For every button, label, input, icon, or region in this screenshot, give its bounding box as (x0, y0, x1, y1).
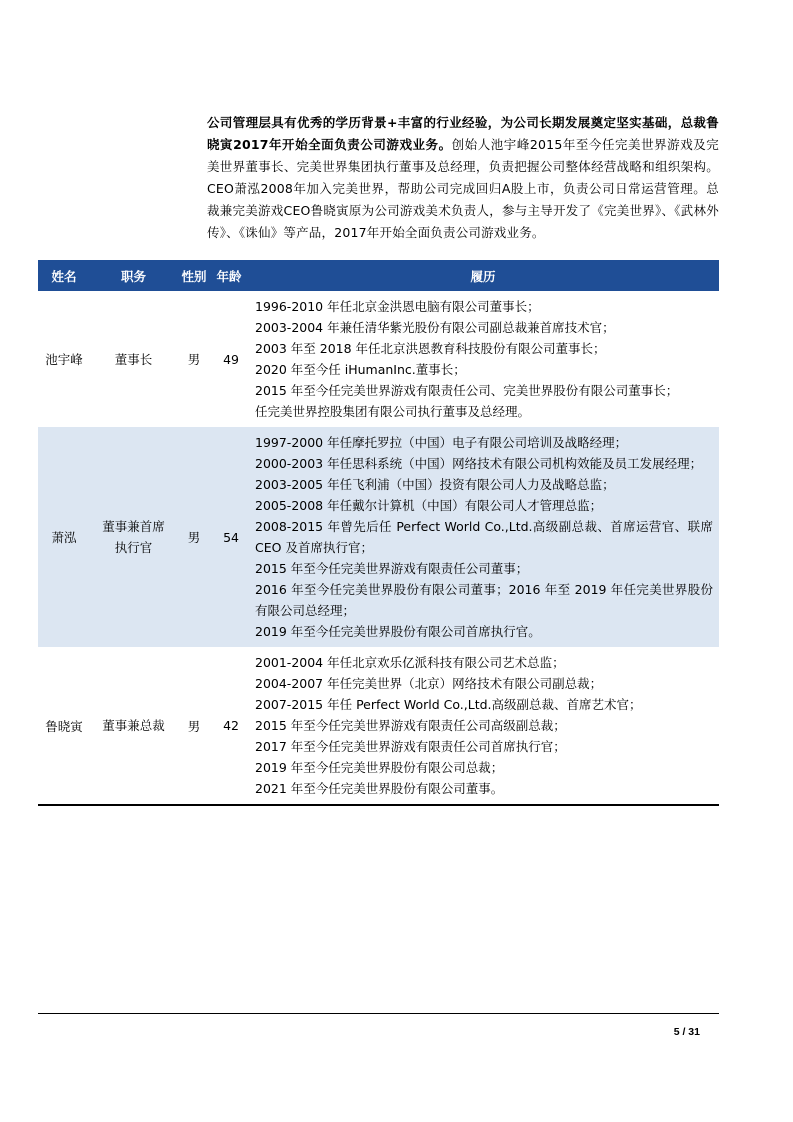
resume-line: 2003-2005 年任飞利浦（中国）投资有限公司人力及战略总监； (255, 477, 615, 492)
resume-line: 2019 年至今任完美世界股份有限公司总裁； (255, 760, 504, 775)
table-header-row (38, 260, 719, 291)
intro-body-text: 创始人池宇峰2015年至今任完美世界游戏及完美世界董事长、完美世界集团执行董事及总经理，负责把握公司整体经营战略和组织架构。CEO萧泓2008年加入完美世界，帮助公司完成回归A股上市，负责公司日常运营管理。总裁兼完美游戏CEO鲁晓寅原为公司游戏美术负责人，参与主导开发了《完美世界》、《武林外传》、《诛仙》等产品，2017年开始全面负责公司游戏业务。 (207, 137, 720, 240)
resume-line: 2015 年至今任完美世界游戏有限责任公司、完美世界股份有限公司董事长； (255, 383, 679, 398)
intro-paragraph (207, 112, 719, 244)
resume-line: 2015 年至今任完美世界游戏有限责任公司高级副总裁； (255, 718, 566, 733)
resume-line: 2001-2004 年任北京欢乐亿派科技有限公司艺术总监； (255, 655, 565, 670)
cell-name: 池宇峰 (45, 352, 83, 367)
resume-line: 2005-2008 年任戴尔计算机（中国）有限公司人才管理总监； (255, 498, 603, 513)
cell-age: 49 (223, 351, 239, 367)
resume-line: 2007-2015 年任 Perfect World Co.,Ltd.高级副总裁、首席艺术官； (255, 697, 642, 712)
cell-age: 54 (211, 427, 247, 647)
intro-bold-text: 公司管理层具有优秀的学历背景+丰富的行业经验，为公司长期发展奠定坚实基础，总裁鲁晓寅2017年开始全面负责公司游戏业务。 (207, 115, 719, 152)
resume-line: 2015 年至今任完美世界游戏有限责任公司董事； (255, 561, 529, 576)
cell-name: 萧泓 (38, 427, 90, 647)
header-name: 姓名 (38, 260, 90, 291)
cell-age: 42 (211, 647, 247, 805)
resume-line: 2016 年至今任完美世界股份有限公司董事；2016 年至 2019 年任完美世界股份有限公司总经理； (255, 582, 713, 618)
cell-resume (247, 427, 719, 647)
header-age: 年龄 (211, 260, 247, 291)
resume-line: 1996-2010 年任北京金洪恩电脑有限公司董事长； (255, 299, 540, 314)
resume-line: 2021 年至今任完美世界股份有限公司董事。 (255, 781, 504, 796)
cell-gender: 男 (177, 427, 211, 647)
resume-line: 2019 年至今任完美世界股份有限公司首席执行官。 (255, 624, 541, 639)
cell-position: 董事兼首席执行官 (90, 427, 177, 647)
resume-line: 2004-2007 年任完美世界（北京）网络技术有限公司副总裁； (255, 676, 603, 691)
resume-line: 1997-2000 年任摩托罗拉（中国）电子有限公司培训及战略经理； (255, 435, 628, 450)
cell-resume (247, 291, 719, 427)
table-row (38, 291, 719, 427)
management-table (38, 260, 719, 806)
page-number: 5 / 31 (673, 1026, 700, 1038)
cell-resume (247, 647, 719, 805)
resume-line: 2000-2003 年任思科系统（中国）网络技术有限公司机构效能及员工发展经理； (255, 456, 703, 471)
resume-line: 2003 年至 2018 年任北京洪恩教育科技股份有限公司董事长； (255, 341, 606, 356)
cell-gender: 男 (187, 352, 201, 367)
cell-position: 董事兼总裁 (90, 647, 177, 805)
resume-line: 2008-2015 年曾先后任 Perfect World Co.,Ltd.高级副总裁、首席运营官、联席 CEO 及首席执行官； (255, 519, 713, 555)
resume-line: 任完美世界控股集团有限公司执行董事及总经理。 (255, 404, 531, 419)
resume-line: 2003-2004 年兼任清华紫光股份有限公司副总裁兼首席技术官； (255, 320, 615, 335)
table-row (38, 427, 719, 647)
table-row (38, 647, 719, 805)
cell-name: 鲁晓寅 (38, 647, 90, 805)
header-position: 职务 (90, 260, 177, 291)
footer-divider (38, 1013, 719, 1014)
resume-line: 2017 年至今任完美世界游戏有限责任公司首席执行官； (255, 739, 566, 754)
header-resume: 履历 (247, 260, 719, 291)
header-gender: 性别 (177, 260, 211, 291)
resume-line: 2020 年至今任 iHumanInc.董事长； (255, 362, 466, 377)
cell-gender: 男 (177, 647, 211, 805)
cell-position: 董事长 (114, 351, 153, 367)
